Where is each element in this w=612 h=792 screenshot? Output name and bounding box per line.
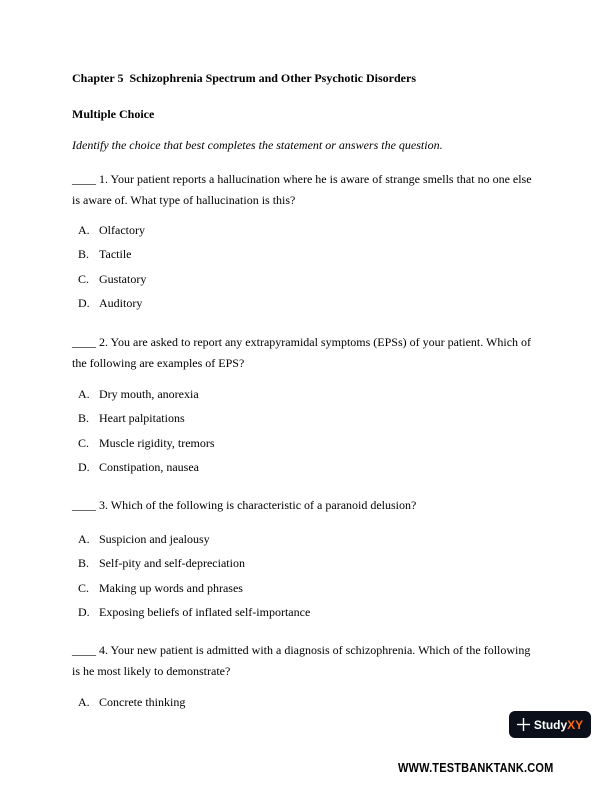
option-text: Tactile [99, 247, 132, 262]
option-text: Muscle rigidity, tremors [99, 435, 215, 450]
option-text: Self-pity and self-depreciation [99, 556, 245, 571]
footer-website: WWW.TESTBANKTANK.COM [398, 761, 554, 775]
option-text: Heart palpitations [99, 411, 185, 426]
option-letter: D. [78, 459, 90, 474]
badge-brand-main: Study [533, 717, 568, 732]
option-letter: C. [78, 580, 90, 595]
option-item [72, 694, 185, 718]
option-letter: A. [78, 532, 90, 546]
section-title: Multiple Choice [72, 107, 155, 121]
option-item [72, 410, 215, 434]
option-item [72, 246, 146, 270]
question-4-options [72, 694, 185, 718]
option-item [72, 531, 310, 555]
option-letter: A. [78, 387, 90, 401]
option-item [72, 222, 146, 246]
option-letter: B. [78, 247, 90, 262]
option-letter: C. [78, 271, 90, 286]
option-text: Gustatory [99, 271, 147, 286]
option-letter: B. [78, 411, 90, 426]
question-4-text: ____ 4. Your new patient is admitted with a diagnosis of schizophrenia. Which of the following is he most likely to demonstrate? [72, 643, 531, 678]
option-letter: A. [78, 695, 90, 709]
badge-brand-accent: XY [567, 717, 584, 732]
option-text: Concrete thinking [99, 695, 186, 709]
chapter-title: Chapter 5 Schizophrenia Spectrum and Other Psychotic Disorders [72, 71, 416, 85]
option-text: Dry mouth, anorexia [99, 387, 199, 401]
question-1-options [72, 222, 146, 319]
option-letter: D. [78, 295, 90, 310]
option-item [72, 580, 310, 604]
option-item [72, 555, 310, 579]
option-letter: B. [78, 556, 90, 571]
option-item [72, 435, 215, 459]
question-3-options [72, 531, 310, 628]
option-text: Exposing beliefs of inflated self-importance [99, 604, 311, 619]
option-text: Constipation, nausea [99, 459, 199, 474]
option-item [72, 295, 146, 319]
option-letter: D. [78, 604, 90, 619]
option-text: Making up words and phrases [99, 580, 243, 595]
studyxy-badge[interactable] [509, 711, 591, 738]
badge-brand [534, 718, 583, 732]
question-2-options [72, 386, 215, 483]
question-3-text: ____ 3. Which of the following is characteristic of a paranoid delusion? [72, 498, 417, 512]
instructions: Identify the choice that best completes the statement or answers the question. [72, 138, 443, 152]
option-text: Suspicion and jealousy [99, 532, 210, 546]
question-1-text: ____ 1. Your patient reports a hallucination where he is aware of strange smells that no one else is aware of. What type of hallucination is this? [72, 172, 532, 207]
option-item [72, 271, 146, 295]
option-letter: A. [78, 223, 90, 237]
question-2-text: ____ 2. You are asked to report any extrapyramidal symptoms (EPSs) of your patient. Which of the following are examples of EPS? [72, 335, 532, 370]
option-item [72, 386, 215, 410]
plus-icon [517, 718, 530, 731]
option-text: Olfactory [99, 223, 145, 237]
option-item [72, 459, 215, 483]
option-letter: C. [78, 435, 90, 450]
option-text: Auditory [99, 295, 143, 310]
option-item [72, 604, 310, 628]
